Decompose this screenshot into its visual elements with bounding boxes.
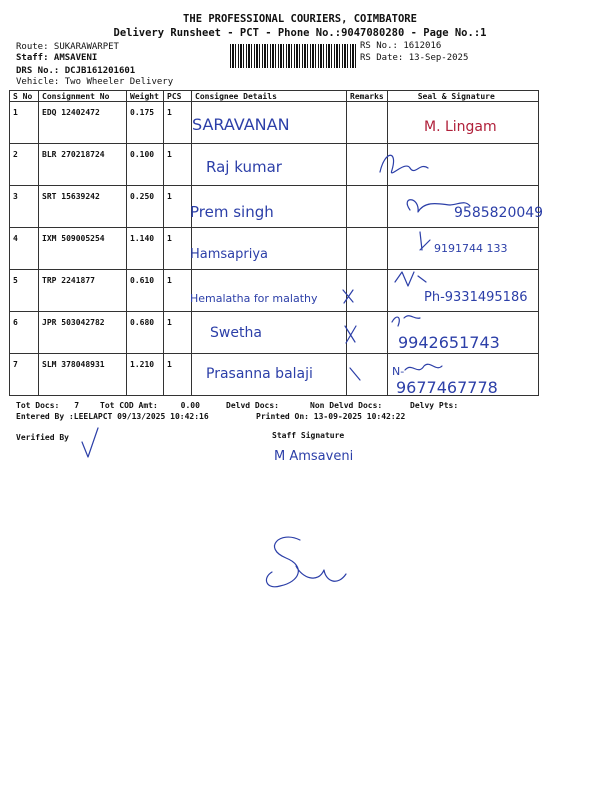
tot-docs [16,401,79,410]
cell-pcs: 1 [164,102,192,144]
hw-seal-5: Ph-9331495186 [424,290,528,305]
large-scribble-signature [266,537,346,587]
col-remarks: Remarks [347,91,388,102]
hw-seal-1: M. Lingam [424,119,497,135]
cell-sno: 2 [10,144,39,186]
cell-consignment: IXM 509005254 [39,228,127,270]
cell-sno: 7 [10,354,39,396]
hw-consignee-7: Prasanna balaji [206,366,313,382]
route-label: Route: SUKARAWARPET [16,42,119,52]
cell-weight: 0.175 [127,102,164,144]
cell-pcs: 1 [164,228,192,270]
cell-pcs: 1 [164,186,192,228]
cell-consignment: SLM 378048931 [39,354,127,396]
cell-consignment: JPR 503042782 [39,312,127,354]
signature-7 [405,364,442,370]
entered-by: Entered By :LEELAPCT 09/13/2025 10:42:16 [16,412,209,421]
col-pcs: PCS [164,91,192,102]
hw-consignee-3: Prem singh [190,203,274,221]
remark-mark-6 [345,326,356,343]
hw-consignee-4: Hamsapriya [190,247,269,262]
hw-consignee-6: Swetha [210,325,262,341]
remark-mark-7 [350,368,360,380]
tot-docs-label: Tot Docs: [16,401,60,410]
hw-staff-signature: M Amsaveni [274,449,354,464]
cell-weight: 0.250 [127,186,164,228]
hw-phone-4: 9191744 133 [434,242,508,255]
verified-by-label: Verified By [16,433,69,442]
company-title: THE PROFESSIONAL COURIERS, COIMBATORE [183,13,417,25]
cell-pcs: 1 [164,312,192,354]
delvd-docs: Delvd Docs: [226,401,279,410]
tot-docs-value: 7 [74,401,80,410]
cell-consignment: EDQ 12402472 [39,102,127,144]
cell-pcs: 1 [164,270,192,312]
col-weight: Weight [127,91,164,102]
drs-label: DRS No.: DCJB161201601 [16,66,136,76]
printed-on: Printed On: 13-09-2025 10:42:22 [256,412,406,421]
delvy-pts: Delvy Pts: [410,401,459,410]
col-seal: Seal & Signature [387,91,538,102]
hw-consignee-2: Raj kumar [206,158,282,176]
cell-weight: 1.140 [127,228,164,270]
cell-consignment: TRP 2241877 [39,270,127,312]
tot-cod-value: 0.00 [180,401,200,410]
cell-sno: 5 [10,270,39,312]
cell-sno: 1 [10,102,39,144]
rs-date: RS Date: 13-Sep-2025 [360,53,469,63]
cell-weight: 0.680 [127,312,164,354]
cell-sno: 4 [10,228,39,270]
staff-signature-label: Staff Signature [272,431,345,440]
signature-2 [380,155,428,173]
tot-cod-label: Tot COD Amt: [100,401,158,410]
staff-label: Staff: AMSAVENI [16,53,98,63]
hw-consignee-1: SARAVANAN [192,115,290,134]
signature-4 [420,232,430,250]
runsheet-subtitle: Delivery Runsheet - PCT - Phone No.:9047080280 - Page No.:1 [113,27,487,39]
cell-consignment: SRT 15639242 [39,186,127,228]
signature-6 [392,316,420,326]
remark-mark-5 [343,290,353,303]
hw-phone-3: 9585820049 [454,205,544,221]
col-consignment: Consignment No [39,91,127,102]
rs-number: RS No.: 1612016 [360,41,442,51]
non-delvd-docs: Non Delvd Docs: [310,401,383,410]
hw-phone-6: 9942651743 [398,333,500,352]
cell-weight: 0.100 [127,144,164,186]
col-consignee: Consignee Details [192,91,347,102]
hw-phone-7: 9677467778 [396,378,498,397]
hw-seal-7: N- [392,365,405,378]
cell-pcs: 1 [164,144,192,186]
cell-sno: 3 [10,186,39,228]
cell-pcs: 1 [164,354,192,396]
vehicle-label: Vehicle: Two Wheeler Delivery [16,77,174,87]
cell-weight: 1.210 [127,354,164,396]
hw-consignee-5: Hemalatha for malathy [190,292,318,305]
cell-consignment: BLR 270218724 [39,144,127,186]
verified-signature [82,428,98,457]
signature-5 [395,272,426,286]
tot-cod [100,401,200,410]
cell-weight: 0.610 [127,270,164,312]
cell-sno: 6 [10,312,39,354]
col-sno: S No [10,91,39,102]
